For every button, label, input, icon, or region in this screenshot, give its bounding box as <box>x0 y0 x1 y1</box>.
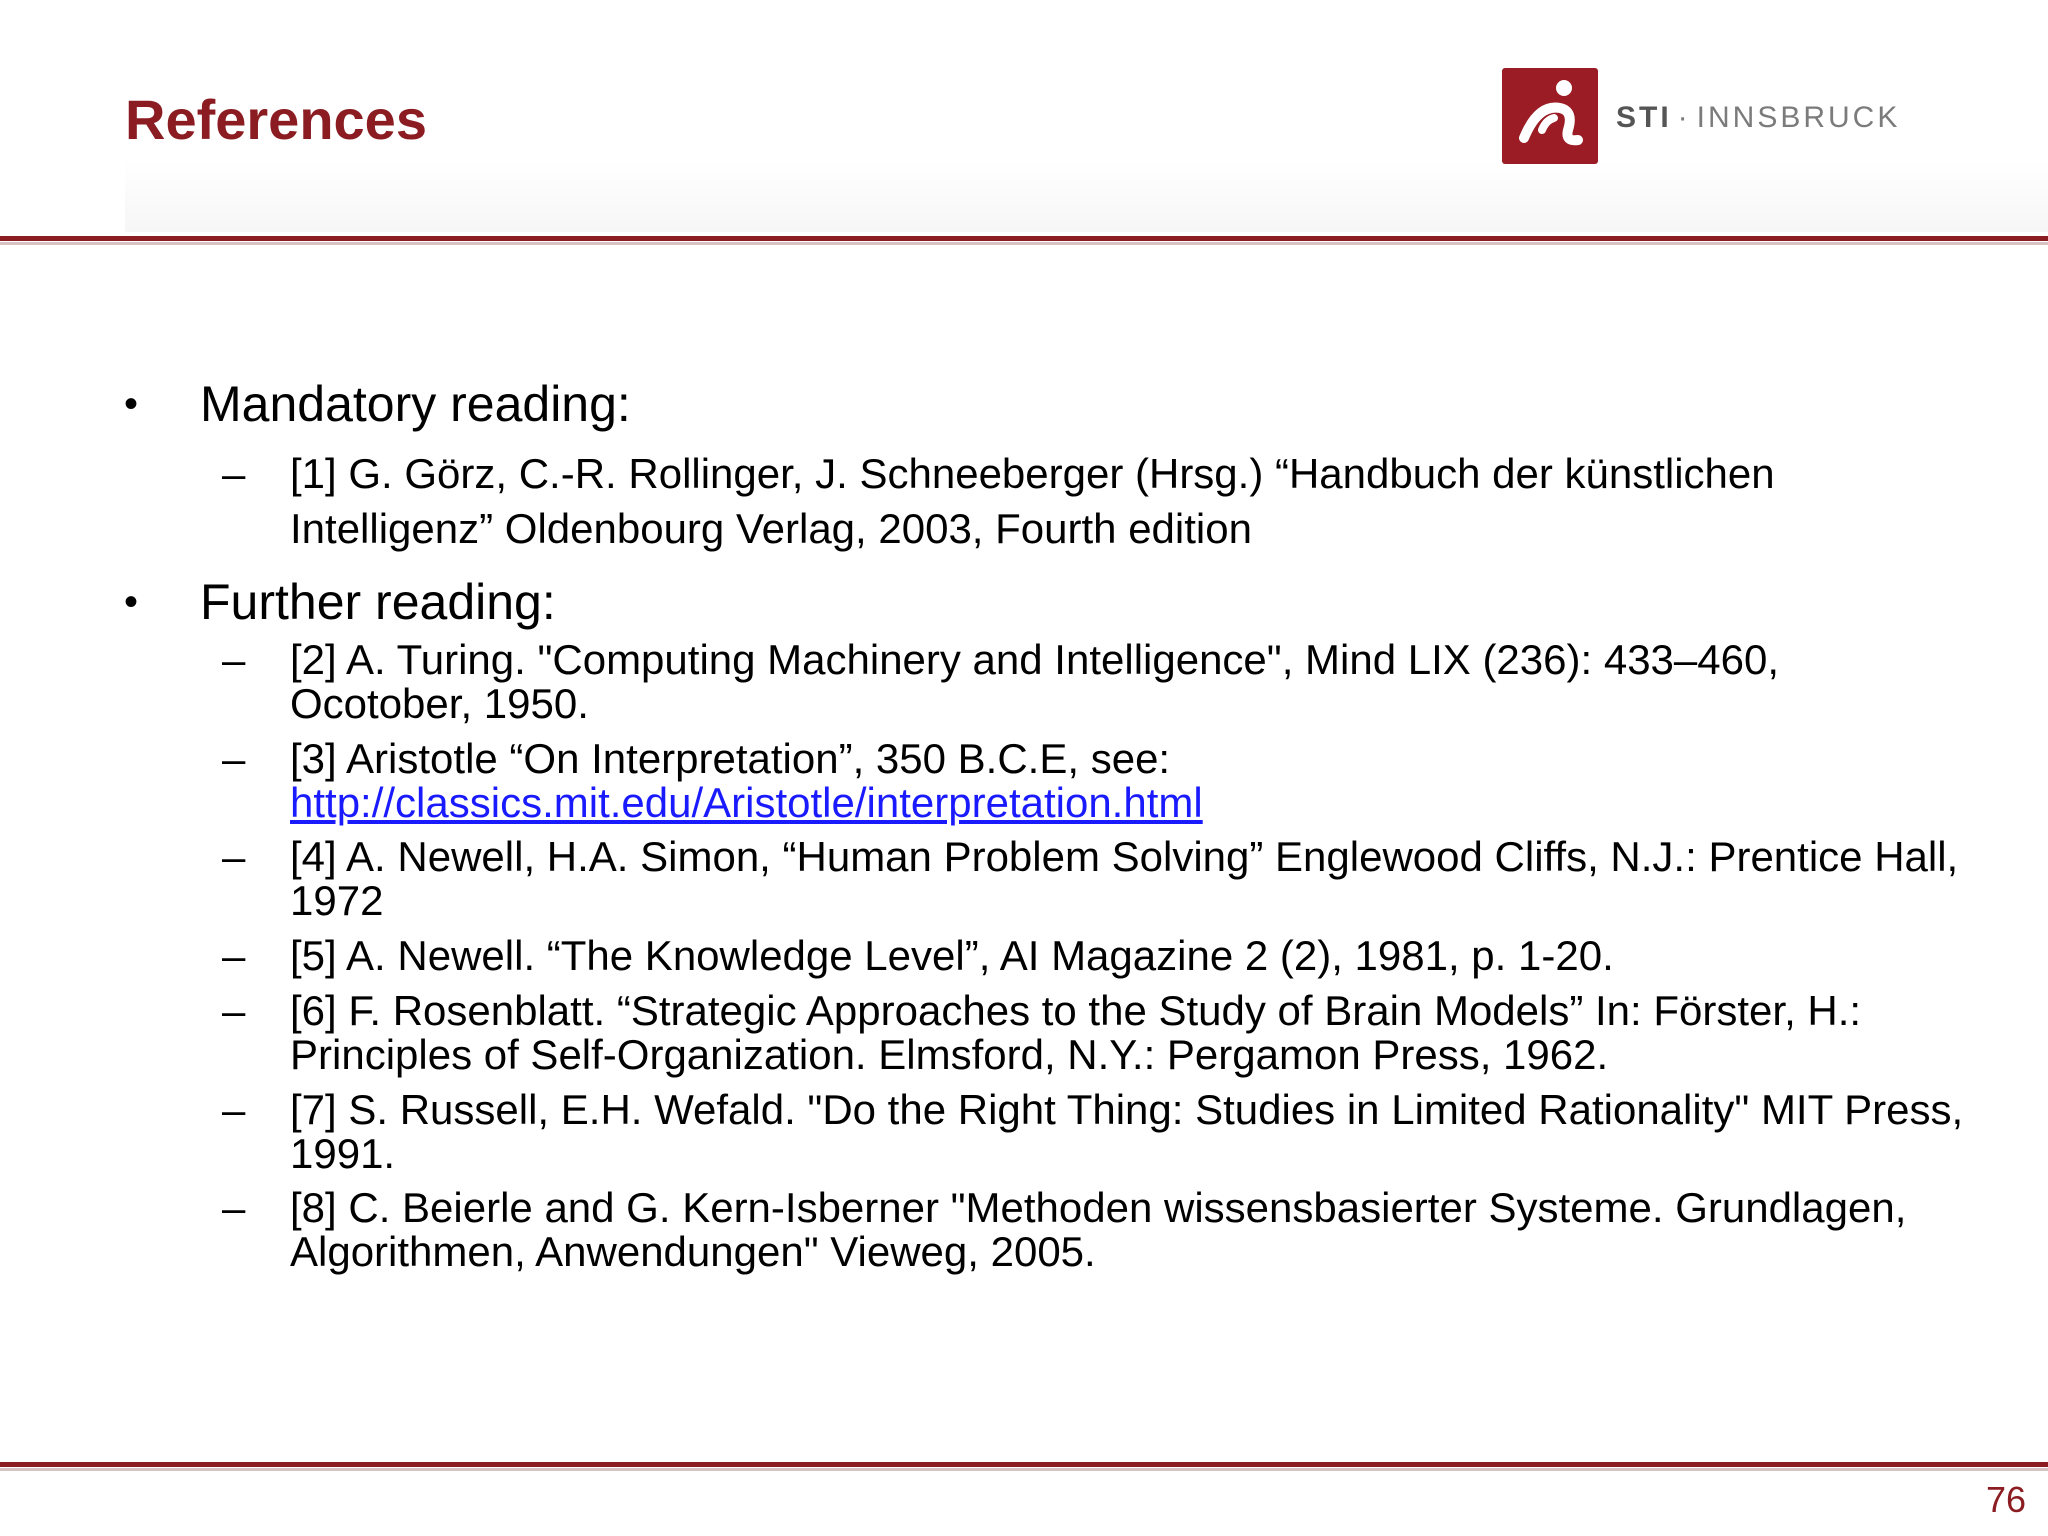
footer-divider <box>0 1462 2048 1467</box>
ref-dash: – <box>222 735 246 782</box>
bullet-further: • <box>124 580 139 624</box>
section-heading-further: Further reading: <box>200 574 556 630</box>
ref-dash: – <box>222 1184 246 1231</box>
reference-item-8: [8] C. Beierle and G. Kern-Isberner "Methoden wissensbasierter Systeme. Grundlagen, Algorithmen, Anwendungen" Vieweg, 2005. <box>290 1184 1907 1275</box>
page-number: 76 <box>1985 1479 2026 1520</box>
ref-dash: – <box>222 450 246 497</box>
ref-dash: – <box>222 833 246 880</box>
logo-brand-sti: STI <box>1616 101 1672 134</box>
header-divider <box>0 236 2048 241</box>
reference-item-1: [1] G. Görz, C.-R. Rollinger, J. Schneeberger (Hrsg.) “Handbuch der künstlichen Intelligenz” Oldenbourg Verlag, 2003, Fourth edition <box>290 450 1775 552</box>
reference-item-5: [5] A. Newell. “The Knowledge Level”, AI Magazine 2 (2), 1981, p. 1-20. <box>290 932 1614 979</box>
reference-item-6: [6] F. Rosenblatt. “Strategic Approaches to the Study of Brain Models” In: Förster, H.: Principles of Self-Organization. Elmsford, N.Y.: Pergamon Press, 1962. <box>290 987 1862 1078</box>
reference-item-3 <box>290 737 1970 825</box>
aristotle-interpretation-link[interactable]: http://classics.mit.edu/Aristotle/interpretation.html <box>290 779 1203 826</box>
ref-dash: – <box>222 932 246 979</box>
reference-item-7: [7] S. Russell, E.H. Wefald. "Do the Right Thing: Studies in Limited Rationality" MIT Press, 1991. <box>290 1086 1964 1177</box>
logo-brand-innsbruck: INNSBRUCK <box>1696 101 1901 134</box>
sti-innsbruck-logo <box>1502 68 1902 166</box>
section-heading-mandatory: Mandatory reading: <box>200 376 631 432</box>
ref-dash: – <box>222 987 246 1034</box>
bullet-mandatory: • <box>124 382 139 426</box>
slide-title: References <box>125 88 427 151</box>
reference-item-2: [2] A. Turing. "Computing Machinery and Intelligence", Mind LIX (236): 433–460, Ocotober, 1950. <box>290 636 1780 727</box>
ref-dash: – <box>222 1086 246 1133</box>
sti-logo-mark-icon <box>1502 68 1598 164</box>
logo-separator: · <box>1677 101 1691 134</box>
logo-wordmark <box>1616 101 1900 135</box>
ref-dash: – <box>222 636 246 683</box>
reference-item-3-text: [3] Aristotle “On Interpretation”, 350 B.C.E, see: <box>290 735 1171 782</box>
reference-item-4: [4] A. Newell, H.A. Simon, “Human Problem Solving” Englewood Cliffs, N.J.: Prentice Hall, 1972 <box>290 833 1959 924</box>
header-background <box>125 160 2048 232</box>
